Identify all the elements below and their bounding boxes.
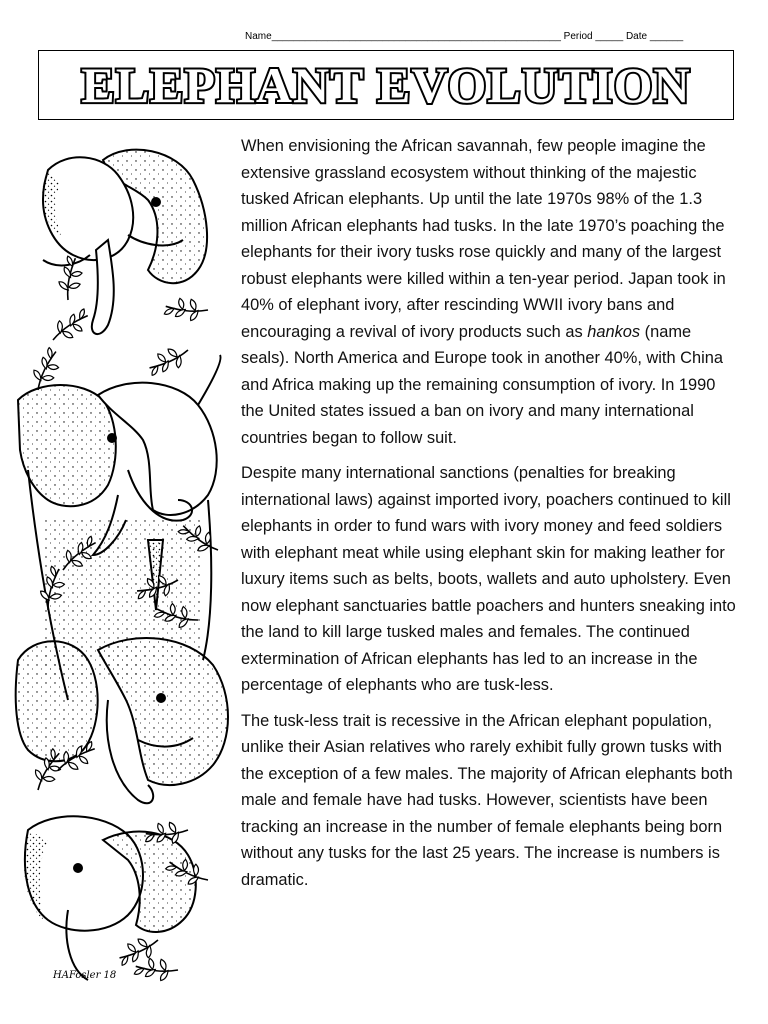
hankos-term: hankos bbox=[587, 322, 641, 341]
name-blank[interactable]: ____________________________________________________ bbox=[271, 31, 561, 42]
paragraph-3: The tusk-less trait is recessive in the African elephant population, unlike their Asian relatives who rarely exhibit fully grown tusks with the exception of a few males. The majority of African elephants both male and female have had tusks. However, scientists have been tracking an increase in the number of female elephants being born without any tusks for the last 25 years. The increase is numbers is dramatic. bbox=[241, 711, 733, 889]
title-box bbox=[38, 50, 734, 120]
page-title: ELEPHANT EVOLUTION bbox=[81, 57, 691, 113]
paragraph-1-part-a: When envisioning the African savannah, few people imagine the extensive grassland ecosystem without thinking of the majestic tusked African elephants. Up until the late 1970s 98% of the 1.3 million African elephants had tusks. In the late 1970’s poaching the elephants for their ivory tusks rose quickly and many of the largest robust elephants were killed within a ten-year period. Japan took in 40% of elephant ivory, after rescinding WWII ivory bans and encouraging a revival of ivory products such as bbox=[241, 137, 726, 341]
paragraph-2: Despite many international sanctions (penalties for breaking international laws) against imported ivory, poachers continued to kill elephants in order to fund wars with ivory money and feed soldiers with elephant meat while using elephant skin for making leather for luxury items such as belts, boots, wallets and auto upholstery. Even now elephant sanctuaries battle poachers and hunters sneaking into the land to kill large tusked males and females. The continued extermination of African elephants has led to an increase in the percentage of elephants who are tusk-less. bbox=[241, 464, 736, 694]
date-label: Date bbox=[625, 31, 648, 42]
artist-signature: HAFosler 18 bbox=[53, 970, 117, 981]
bottom-elephant bbox=[24, 816, 196, 980]
date-blank[interactable]: ______ bbox=[649, 31, 684, 42]
period-blank[interactable]: _____ bbox=[595, 31, 624, 42]
article-body bbox=[241, 133, 741, 902]
paragraph-1 bbox=[241, 133, 741, 451]
student-info-line bbox=[245, 31, 745, 42]
elephant-illustration bbox=[8, 140, 238, 985]
period-label: Period bbox=[563, 31, 593, 42]
paragraph-1-part-b: (name seals). North America and Europe took in another 40%, with China and Africa making up the remaining consumption of ivory. In 1990 the United states issued a ban on ivory and many international countries began to follow suit. bbox=[241, 322, 723, 447]
name-label: Name bbox=[245, 31, 272, 42]
